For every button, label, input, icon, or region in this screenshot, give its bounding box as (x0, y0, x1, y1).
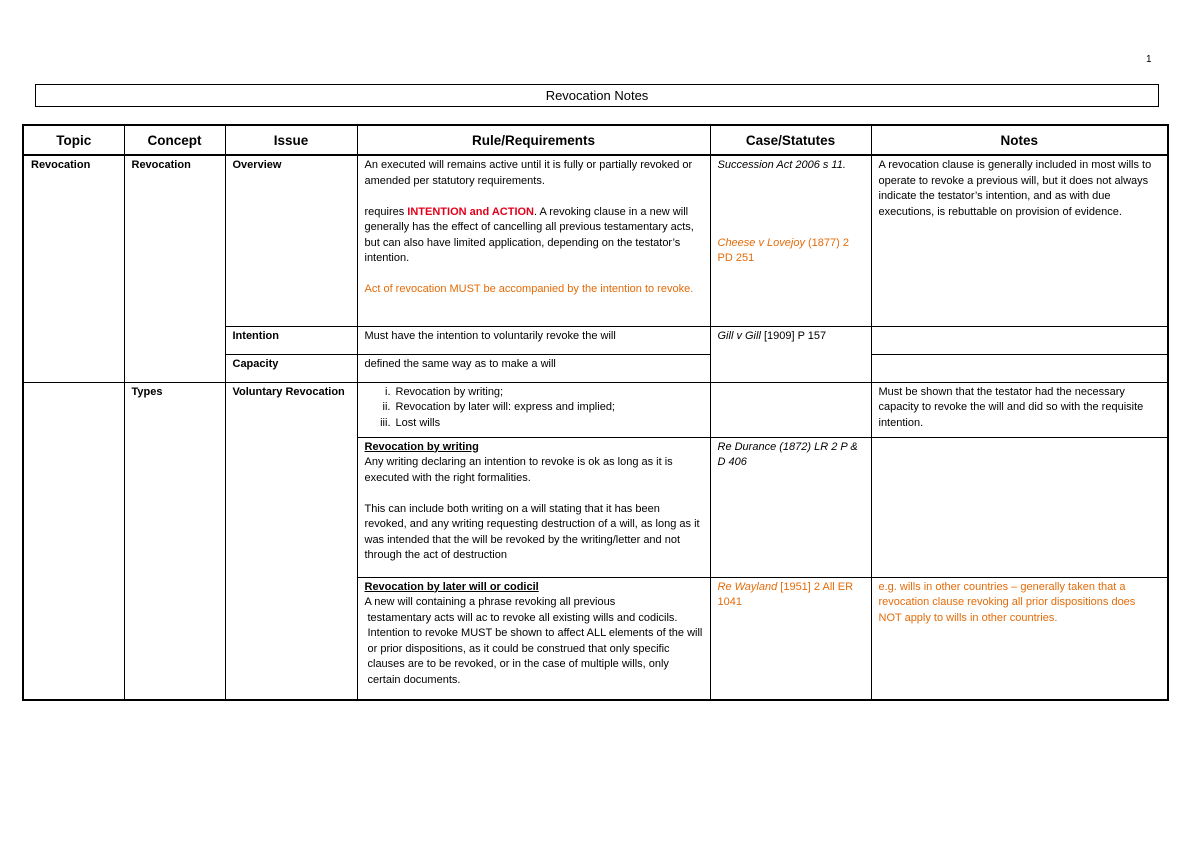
header-topic: Topic (23, 125, 124, 155)
case-cell (710, 155, 871, 326)
list-number: i. (385, 385, 391, 398)
table-row (23, 382, 1168, 437)
list-item (379, 400, 703, 416)
rule-paragraph: Any writing declaring an intention to revoke is ok as long as it is executed with the right formalities. (364, 456, 673, 484)
rule-paragraph: A new will containing a phrase revoking all previous (364, 596, 616, 608)
rule-paragraph: Act of revocation MUST be accompanied by the intention to revoke. (364, 283, 694, 295)
rule-cell: defined the same way as to make a will (357, 354, 710, 382)
case-cell: Re Durance (1872) LR 2 P & D 406 (710, 437, 871, 577)
notes-cell: e.g. wills in other countries – generally taken that a revocation clause revoking all prior dispositions does NOT apply to wills in other countries. (871, 577, 1168, 700)
list-text: Revocation by later will: express and implied; (395, 401, 615, 413)
case-reference: (1877) 2 PD 251 (717, 236, 849, 264)
notes-cell (871, 354, 1168, 382)
concept-cell: Revocation (124, 155, 225, 382)
notes-cell (871, 326, 1168, 354)
revocation-types-list (365, 385, 703, 432)
case-name: Cheese v Lovejoy (717, 236, 805, 249)
notes-cell: Must be shown that the testator had the necessary capacity to revoke the will and did so with the requisite intention. (871, 382, 1168, 437)
case-reference: [1909] P 157 (760, 329, 827, 342)
rule-cell (357, 577, 710, 700)
case-citation: Succession Act 2006 s 11. (717, 159, 846, 171)
rule-paragraph: An executed will remains active until it is fully or partially revoked or amended per statutory requirements. (364, 159, 693, 187)
rule-paragraph: This can include both writing on a will stating that it has been revoked, and any writing requesting destruction of a will, as long as it was intended that the will be revoked by the writing/letter and not through the act of destruction (364, 502, 700, 561)
list-text: Lost wills (395, 416, 441, 429)
header-concept: Concept (124, 125, 225, 155)
rule-cell (357, 437, 710, 577)
concept-cell: Types (124, 382, 225, 700)
rule-cell: Must have the intention to voluntarily revoke the will (357, 326, 710, 354)
case-cell (710, 382, 871, 437)
case-cell (710, 577, 871, 700)
rule-emphasis: INTENTION and ACTION (407, 205, 534, 218)
revocation-notes-table (22, 124, 1169, 701)
topic-cell (23, 382, 124, 700)
rule-paragraph: testamentary acts will ac to revoke all existing wills and codicils. (367, 611, 678, 624)
rule-text: . A revoking clause in a new will generally has the effect of cancelling all previous testamentary acts, but can also have limited application, depending on the testator’s intention. (364, 205, 694, 264)
issue-cell: Overview (225, 155, 357, 326)
case-cell (710, 326, 871, 382)
table-header-row (23, 125, 1168, 155)
rule-heading: Revocation by later will or codicil (364, 580, 539, 593)
document-title: Revocation Notes (35, 84, 1159, 107)
rule-cell (357, 382, 710, 437)
rule-paragraph (365, 205, 703, 267)
rule-text: requires (364, 205, 408, 218)
table-row (23, 155, 1168, 326)
list-item (379, 385, 703, 401)
header-issue: Issue (225, 125, 357, 155)
case-citation (718, 236, 864, 267)
issue-cell: Intention (225, 326, 357, 354)
rule-heading: Revocation by writing (364, 440, 479, 453)
issue-cell: Capacity (225, 354, 357, 382)
case-reference: [1951] 2 All ER 1041 (717, 580, 854, 608)
header-rule-requirements: Rule/Requirements (357, 125, 710, 155)
rule-paragraph: Intention to revoke MUST be shown to affect ALL elements of the will or prior dispositions, as it could be construed that only specific clauses are to be revoked, or in the case of multiple wills, only certain documents. (367, 627, 703, 686)
case-name: Gill v Gill (717, 329, 761, 342)
list-number: iii. (380, 416, 391, 429)
page-number: 1 (1146, 54, 1152, 65)
issue-cell: Voluntary Revocation (225, 382, 357, 700)
notes-cell (871, 437, 1168, 577)
header-notes: Notes (871, 125, 1168, 155)
notes-cell: A revocation clause is generally included in most wills to operate to revoke a previous will, but it does not always indicate the testator’s intention, and as with due executions, is rebuttable on provision of evidence. (871, 155, 1168, 326)
rule-cell (357, 155, 710, 326)
list-text: Revocation by writing; (395, 385, 504, 398)
topic-cell: Revocation (23, 155, 124, 382)
list-number: ii. (382, 401, 391, 413)
list-item (379, 416, 703, 432)
case-name: Re Wayland (717, 580, 778, 593)
header-case-statutes: Case/Statutes (710, 125, 871, 155)
